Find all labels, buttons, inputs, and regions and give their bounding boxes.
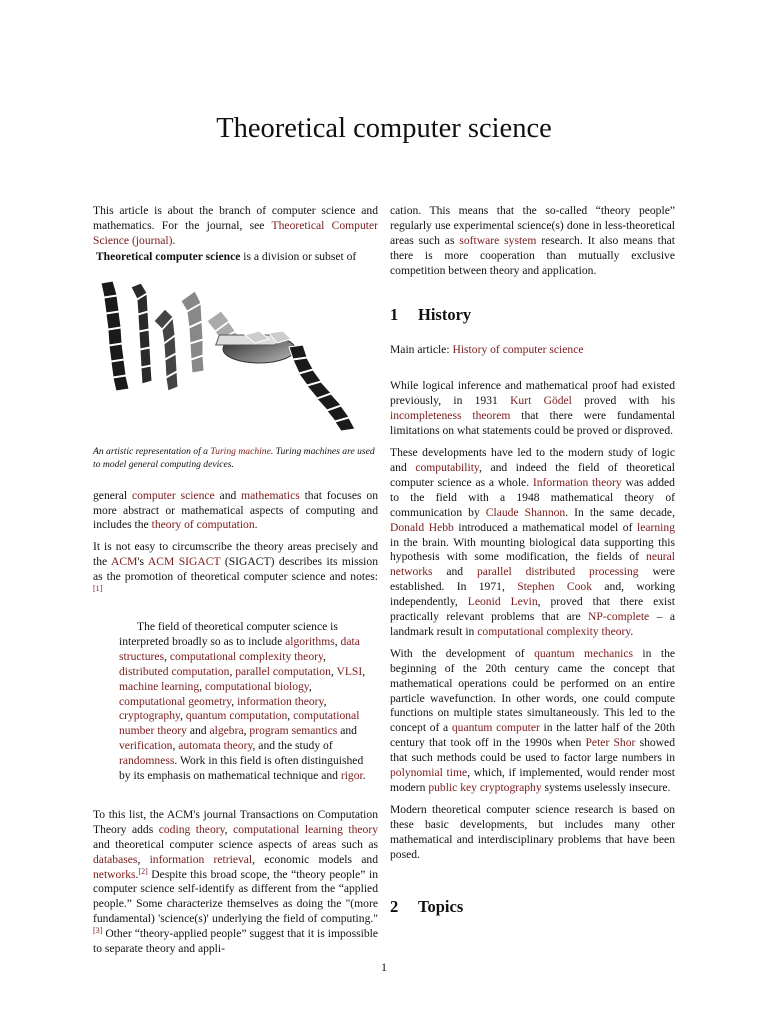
link-donald-hebb[interactable]: Donald Hebb bbox=[390, 520, 454, 534]
link-turing-machine[interactable]: Turing machine bbox=[210, 445, 271, 457]
link-claude-shannon[interactable]: Claude Shannon bbox=[485, 505, 566, 519]
link-peter-shor[interactable]: Peter Shor bbox=[585, 736, 636, 750]
link-machine-learning[interactable]: machine learning bbox=[119, 679, 200, 693]
hatnote: This article is about the branch of computer science and mathematics. For the journal, see Theoretical Computer Science (journal). bbox=[93, 204, 378, 247]
link-quantum-computation[interactable]: quantum computation bbox=[185, 709, 288, 723]
link-quantum-mechanics[interactable]: quantum mechanics bbox=[534, 646, 633, 660]
turing-machine-figure bbox=[93, 281, 378, 431]
link-acm[interactable]: ACM bbox=[111, 555, 138, 569]
list-paragraph: To this list, the ACM's journal Transactions on Computation Theory adds coding theory, computational learning theory and theoretical computer science aspects of areas such as databases, information retrieval, economic models and networks.[2] Despite this broad scope, the “theory people” in computer science self-identify as different from the “applied people.” Some characterize themselves as doing the "(more fundamental) 'science(s)' underlying the field of computing."[3] Other “theory-applied people” suggest that it is impossible to separate theory and appli- bbox=[93, 807, 378, 956]
link-computability[interactable]: computability bbox=[415, 460, 479, 474]
circumscribe-paragraph: It is not easy to circumscribe the theory areas precisely and the ACM's ACM SIGACT (SIGACT) describes its mission as the promotion of theoretical computer science and notes:[1] bbox=[93, 540, 378, 594]
link-program-semantics[interactable]: program semantics bbox=[249, 724, 338, 738]
link-databases[interactable]: databases bbox=[93, 852, 138, 866]
link-mathematics[interactable]: mathematics bbox=[241, 488, 300, 502]
developments-paragraph: These developments have led to the modern study of logic and computability, and indeed the field of theoretical computer science as a whole. Information theory was added to the field with a 1948 mathematical theory of communication by Claude Shannon. In the same decade, Donald Hebb introduced a mathematical model of learning in the brain. With mounting biological data supporting this hypothesis with some modification, the fields of neural networks and parallel distributed processing were established. In 1971, Stephen Cook and, working independently, Leonid Levin, proved that there exist practically relevant problems that are NP-complete – a landmark result in computational complexity theory. bbox=[390, 446, 676, 638]
link-parallel-computation[interactable]: parallel computation bbox=[235, 664, 331, 678]
cation-paragraph: cation. This means that the so-called “theory people” regularly use experimental science(s) done in less-theoretical areas such as software system research. It also means that there is more cooperation than mutually exclusive competition between theory and application. bbox=[390, 204, 675, 277]
link-vlsi[interactable]: VLSI bbox=[336, 664, 363, 678]
page-number: 1 bbox=[381, 960, 387, 974]
link-data-structures[interactable]: data structures bbox=[119, 634, 360, 663]
link-software-system[interactable]: software system bbox=[459, 233, 537, 247]
link-automata-theory[interactable]: automata theory bbox=[178, 739, 253, 753]
link-incompleteness-theorem[interactable]: incompleteness theorem bbox=[390, 409, 511, 423]
general-paragraph: general computer science and mathematics that focuses on more abstract or mathematical aspects of computing and includes the theory of computation. bbox=[93, 488, 379, 532]
link-computational-biology[interactable]: computational biology bbox=[204, 679, 309, 693]
link-theory-of-computation[interactable]: theory of computation bbox=[151, 518, 255, 532]
section-history-heading: 1 History bbox=[390, 304, 472, 324]
logic-paragraph: While logical inference and mathematical proof had existed previously, in 1931 Kurt Gödel proved with his incompleteness theorem that there were fundamental limitations on what statements could be proved or disproved. bbox=[390, 379, 676, 438]
main-article-note: Main article: History of computer science bbox=[390, 342, 584, 356]
modern-paragraph: Modern theoretical computer science research is based on these basic developments, but includes many other mathematical and interdisciplinary problems that have been posed. bbox=[390, 802, 675, 861]
section-topics-heading: 2 Topics bbox=[390, 896, 464, 916]
link-rigor[interactable]: rigor bbox=[340, 769, 363, 783]
turing-machine-art-icon bbox=[99, 281, 369, 431]
link-information-retrieval[interactable]: information retrieval bbox=[149, 852, 253, 866]
link-coding-theory[interactable]: coding theory bbox=[158, 822, 225, 836]
link-randomness[interactable]: randomness bbox=[119, 754, 175, 768]
left-column bbox=[93, 204, 378, 964]
link-algorithms[interactable]: algorithms bbox=[285, 634, 335, 648]
link-kurt-godel[interactable]: Kurt Gödel bbox=[510, 394, 572, 408]
link-polynomial-time[interactable]: polynomial time bbox=[390, 766, 468, 780]
link-public-key-cryptography[interactable]: public key cryptography bbox=[428, 781, 542, 794]
intro-bold-term: Theoretical computer science bbox=[95, 249, 241, 263]
link-leonid-levin[interactable]: Leonid Levin bbox=[467, 595, 538, 609]
citation-3[interactable]: [3] bbox=[93, 926, 103, 936]
link-parallel-distributed-processing[interactable]: parallel distributed processing bbox=[476, 565, 639, 579]
link-computer-science[interactable]: computer science bbox=[131, 488, 215, 502]
link-information-theory[interactable]: information theory bbox=[237, 694, 324, 708]
link-neural-networks[interactable]: neural networks bbox=[390, 550, 675, 579]
link-networks[interactable]: networks bbox=[93, 867, 136, 881]
sigact-quote bbox=[119, 620, 366, 784]
link-quantum-computer[interactable]: quantum computer bbox=[451, 721, 540, 735]
link-stephen-cook[interactable]: Stephen Cook bbox=[517, 580, 593, 594]
link-computational-complexity-theory[interactable]: computational complexity theory bbox=[169, 649, 324, 663]
link-information-theory-2[interactable]: Information theory bbox=[532, 475, 622, 489]
right-column bbox=[390, 204, 675, 935]
quantum-paragraph: With the development of quantum mechanics in the beginning of the 20th century came the concept that mathematical operations could be performed on an entire particle wavefunction. In other words, one could compute functions on multiple states simultaneously. This led to the concept of a quantum computer in the latter half of the 20th century that took off in the 1990s when Peter Shor showed that such methods could be used to factor large numbers in polynomial time, which, if implemented, would render most modern public key cryptography systems uselessly insecure. bbox=[390, 646, 676, 794]
page-title: Theoretical computer science bbox=[216, 113, 552, 144]
link-learning[interactable]: learning bbox=[637, 520, 675, 534]
link-tcs-journal[interactable]: Theoretical Computer Science (journal) bbox=[93, 218, 378, 247]
intro-paragraph: Theoretical computer science is a division or subset of bbox=[95, 249, 357, 263]
link-cryptography[interactable]: cryptography bbox=[119, 709, 181, 723]
link-acm-sigact[interactable]: ACM SIGACT bbox=[147, 555, 221, 569]
link-computational-complexity-theory-2[interactable]: computational complexity theory bbox=[477, 624, 631, 638]
link-distributed-computation[interactable]: distributed computation bbox=[119, 664, 230, 678]
figure-caption: An artistic representation of a Turing machine. Turing machines are used to model general computing devices. bbox=[93, 445, 375, 470]
citation-2[interactable]: [2] bbox=[138, 866, 148, 876]
link-history-of-computer-science[interactable]: History of computer science bbox=[452, 342, 584, 356]
link-algebra[interactable]: algebra bbox=[209, 724, 244, 738]
link-np-complete[interactable]: NP-complete bbox=[588, 610, 650, 624]
link-computational-geometry[interactable]: computational geometry bbox=[119, 694, 232, 708]
link-computational-learning-theory[interactable]: computational learning theory bbox=[233, 822, 378, 836]
link-verification[interactable]: verification bbox=[119, 739, 173, 753]
quote-paragraph: The field of theoretical computer science is interpreted broadly so as to include algorithms, data structures, computational complexity theory, distributed computation, parallel computation, VLSI, machine learning, computational biology, computational geometry, information theory, cryptography, quantum computation, computational number theory and algebra, program semantics and verification, automata theory, and the study of randomness. Work in this field is often distinguished by its emphasis on mathematical technique and rigor. bbox=[119, 619, 366, 783]
link-computational-number-theory[interactable]: computational number theory bbox=[119, 709, 360, 738]
citation-1[interactable]: [1] bbox=[93, 584, 103, 594]
